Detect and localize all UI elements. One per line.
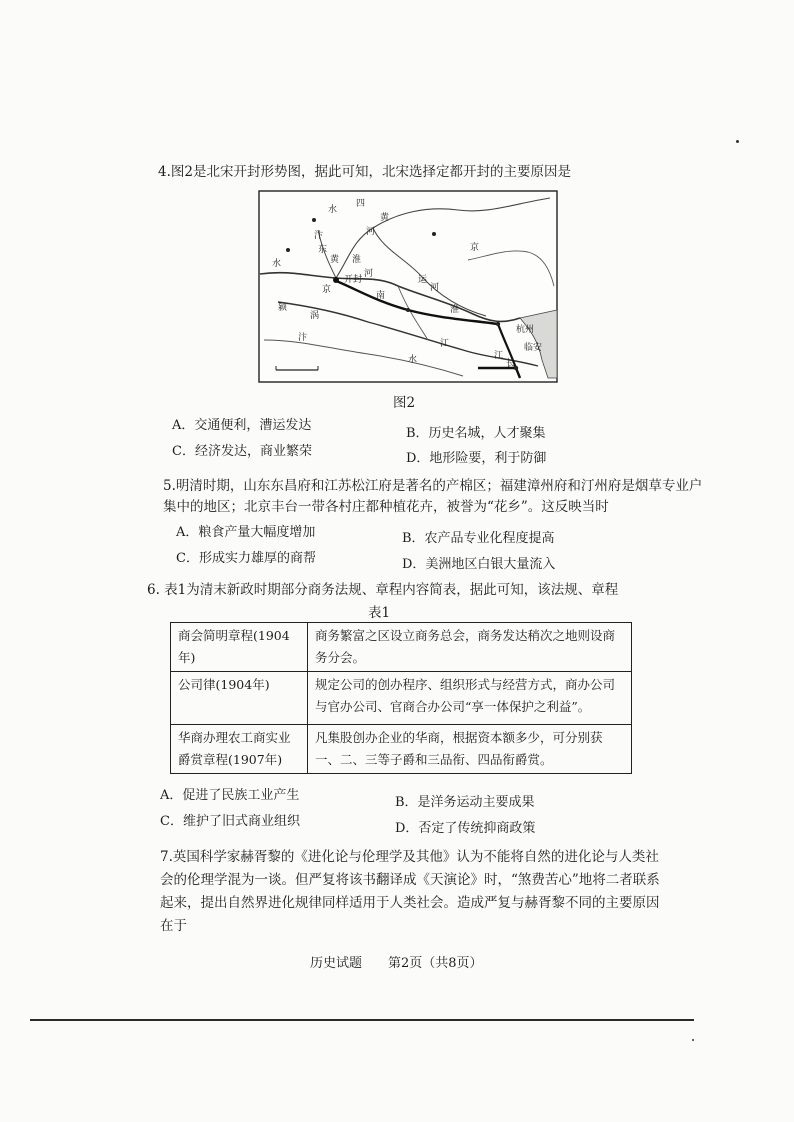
- map-label: 江: [440, 339, 450, 349]
- map-label: 临安: [524, 343, 543, 353]
- table-1-caption: 表1: [368, 605, 391, 621]
- q5-option-b: B．农产品专业化程度提高: [402, 531, 555, 546]
- table-cell-regulation: 商会简明章程(1904年): [171, 623, 308, 672]
- table-cell-content: 商务繁富之区设立商务总会，商务发达稍次之地则设商务分会。: [308, 623, 632, 672]
- map-label: 淮: [450, 305, 460, 315]
- map-label: 杭州: [516, 325, 535, 335]
- map-label: 开封: [344, 275, 363, 285]
- map-label: 颍: [278, 303, 288, 313]
- q4-option-c: C．经济发达，商业繁荣: [172, 444, 312, 459]
- table-row: [171, 725, 632, 774]
- map-label: 水: [272, 259, 282, 269]
- map-label: 涡: [310, 311, 320, 321]
- map-label: 河: [364, 269, 374, 279]
- map-label: 汴: [314, 231, 324, 241]
- q6-option-c: C．维护了旧式商业组织: [160, 814, 300, 829]
- q4-option-a: A．交通便利，漕运发达: [172, 418, 312, 433]
- question-5-stem: 5.明清时期，山东东昌府和江苏松江府是著名的产棉区；福建漳州府和汀州府是烟草专业户集中的地区；北京丰台一带各村庄都种植花卉，被誉为“花乡”。这反映当时: [163, 478, 703, 515]
- table-row: [171, 623, 632, 672]
- map-label: 河: [366, 227, 376, 237]
- map-label: 南: [376, 291, 386, 301]
- q4-option-d: D．地形险要，利于防御: [406, 451, 547, 466]
- table-cell-content: 规定公司的创办程序、组织形式与经营方式，商办公司与官办公司、官商合办公司“享一体保护之利益”。: [308, 672, 632, 725]
- map-label: 江: [494, 351, 504, 361]
- map-label: 京: [470, 243, 480, 253]
- kaifeng-map-figure: [258, 190, 558, 383]
- question-4-stem: 4.图2是北宋开封形势图，据此可知，北宋选择定都开封的主要原因是: [158, 164, 571, 180]
- question-7-stem: 7.英国科学家赫胥黎的《进化论与伦理学及其他》认为不能将自然的进化论与人类社会的伦理学混为一谈。但严复将该书翻译成《天演论》时，“煞费苦心”地将二者联系起来，提出自然界进化规律同样适用于人类社会。造成严复与赫胥黎不同的主要原因在于: [160, 849, 660, 934]
- q5-option-c: C．形成实力雄厚的商帮: [176, 551, 316, 566]
- map-label: 水: [328, 205, 338, 215]
- scan-speck: [692, 1039, 694, 1041]
- map-label: 运: [418, 275, 428, 285]
- map-label: 长: [506, 359, 516, 369]
- table-cell-content: 凡集股创办企业的华商，根据资本额多少，可分别获一、二、三等子爵和三品衔、四品衔爵赏。: [308, 725, 632, 774]
- q6-option-b: B．是洋务运动主要成果: [395, 795, 535, 810]
- map-label: 黄: [330, 255, 340, 265]
- table-row: [171, 672, 632, 725]
- q5-option-a: A．粮食产量大幅度增加: [176, 525, 316, 540]
- map-label: 东: [318, 245, 328, 255]
- q6-option-d: D．否定了传统抑商政策: [395, 821, 536, 836]
- figure-2-caption: 图2: [393, 395, 416, 411]
- map-label: 水: [408, 355, 418, 365]
- table-cell-regulation: 华商办理农工商实业爵赏章程(1907年): [171, 725, 308, 774]
- map-label: 四: [356, 199, 366, 209]
- page-footer: 历史试题 第2页（共8页）: [310, 956, 483, 971]
- table-1: [170, 622, 632, 774]
- map-label: 汴: [298, 333, 308, 343]
- q5-option-d: D．美洲地区白银大量流入: [402, 557, 556, 572]
- map-label: 淮: [352, 255, 362, 265]
- map-label: 河: [430, 283, 440, 293]
- bottom-rule: [30, 1019, 694, 1021]
- map-label: 京: [322, 285, 332, 295]
- q4-option-b: B．历史名城，人才聚集: [406, 426, 546, 441]
- q6-option-a: A．促进了民族工业产生: [160, 788, 300, 803]
- map-label: 黄: [380, 213, 390, 223]
- table-cell-regulation: 公司律(1904年): [171, 672, 308, 725]
- scan-speck: [736, 140, 739, 143]
- question-6-stem: 6. 表1为清末新政时期部分商务法规、章程内容简表，据此可知，该法规、章程: [147, 582, 619, 598]
